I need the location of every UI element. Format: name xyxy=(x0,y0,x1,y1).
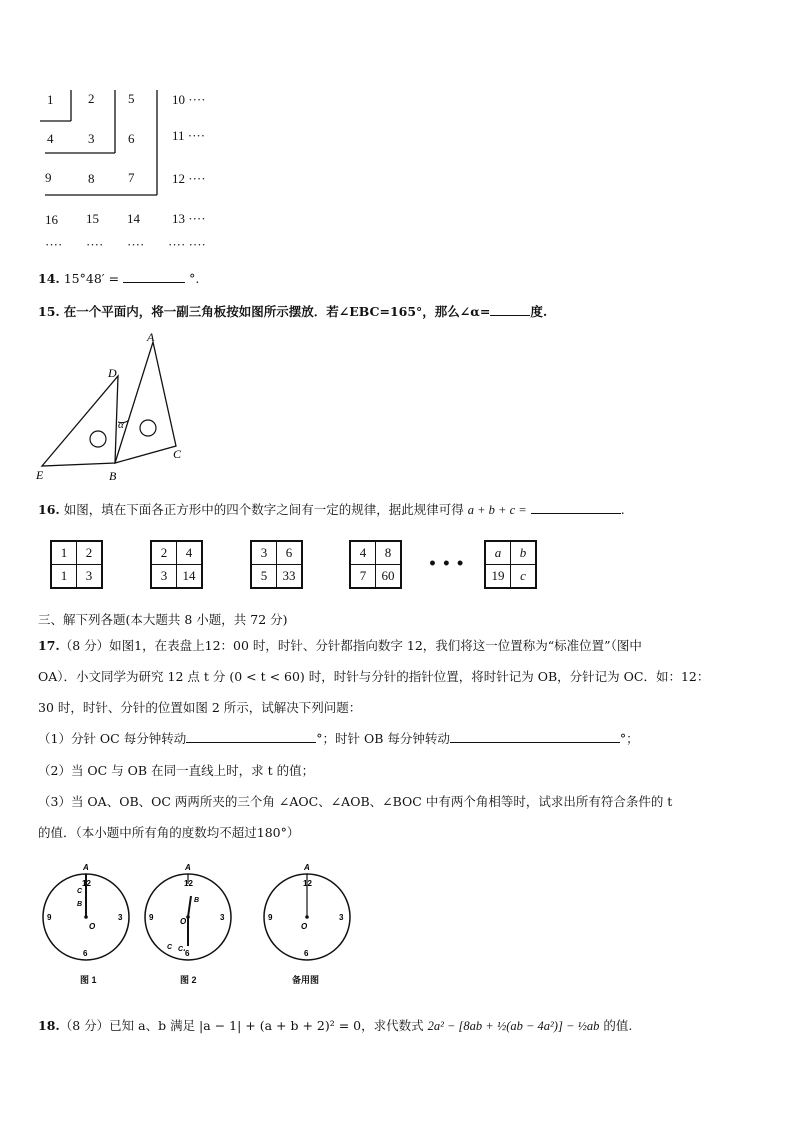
label-C: C xyxy=(167,944,173,951)
number-square xyxy=(349,540,402,589)
dial-12: 12 xyxy=(82,879,91,888)
label-O: O xyxy=(89,922,96,931)
spiral-cell: 9 xyxy=(45,170,52,185)
spiral-dots: ···· xyxy=(86,237,104,252)
number-square xyxy=(250,540,303,589)
spiral-cell: 11 ···· xyxy=(172,128,206,143)
square-cell: 2 xyxy=(151,541,177,565)
q18-end: 的值. xyxy=(603,1018,633,1033)
clock-caption: 图 1 xyxy=(80,975,97,985)
label-O: O xyxy=(180,917,187,926)
square-cell: 1 xyxy=(51,565,77,589)
label-A: A xyxy=(147,330,155,344)
question-14 xyxy=(38,270,199,286)
square-cell: 7 xyxy=(350,565,376,589)
square-cell: 33 xyxy=(277,565,303,589)
q17-line1: （8 分）如图1，在表盘上12：00 时，时针、分针都指向数字 12，我们将这一位置称为“标准位置”（图中 xyxy=(59,638,642,653)
spiral-dots: ···· ···· xyxy=(168,237,206,252)
question-number: 14. xyxy=(38,271,60,286)
label-B: B xyxy=(109,469,117,483)
clock-figure-2 xyxy=(140,862,236,974)
square-cell: c xyxy=(511,565,537,589)
q17-part2: （2）当 OC 与 OB 在同一直线上时，求 t 的值； xyxy=(38,763,315,778)
question-17 xyxy=(38,636,642,654)
triangle-figure xyxy=(30,328,200,488)
square-cell: 1 xyxy=(51,541,77,565)
answer-blank[interactable] xyxy=(490,303,530,316)
dial-12: 12 xyxy=(184,879,193,888)
q18-text: （8 分）已知 a、b 满足 |a − 1| + (a + b + 2)² = 0，求代数式 xyxy=(59,1018,424,1033)
square-cell: 2 xyxy=(77,541,103,565)
clock-figure-1 xyxy=(38,862,134,974)
spiral-cell: 8 xyxy=(88,171,95,186)
square-cell: 3 xyxy=(77,565,103,589)
spiral-cell: 6 xyxy=(128,131,135,146)
square-cell: 4 xyxy=(350,541,376,565)
spiral-cell: 5 xyxy=(128,91,135,106)
question-16 xyxy=(38,500,625,518)
dial-3: 3 xyxy=(220,913,225,922)
number-square xyxy=(50,540,103,589)
answer-blank[interactable] xyxy=(186,730,316,743)
spiral-cell: 1 xyxy=(47,92,54,107)
ellipsis: • • • xyxy=(428,556,465,572)
dial-3: 3 xyxy=(118,913,123,922)
spiral-cell: 12 ···· xyxy=(172,171,206,186)
answer-blank[interactable] xyxy=(450,730,620,743)
label-C: C xyxy=(77,888,83,895)
q18-expression: 2a² − [8ab + ½(ab − 4a²)] − ½ab xyxy=(427,1019,600,1033)
answer-blank[interactable] xyxy=(123,270,185,283)
dial-9: 9 xyxy=(268,913,273,922)
label-A: A xyxy=(83,863,89,872)
label-A: A xyxy=(304,863,310,872)
dial-9: 9 xyxy=(149,913,154,922)
q14-expression: 15°48′ = xyxy=(63,271,120,286)
number-square xyxy=(150,540,203,589)
q17-part3-b: 的值．（本小题中所有角的度数均不超过180°） xyxy=(38,825,300,840)
section-heading: 三、解下列各题(本大题共 8 小题，共 72 分) xyxy=(38,612,288,627)
label-alpha: α xyxy=(118,419,124,431)
square-cell: 3 xyxy=(251,541,277,565)
spiral-cell: 4 xyxy=(47,131,54,146)
clock-caption: 备用图 xyxy=(292,975,320,985)
label-B: B xyxy=(77,901,83,908)
q14-suffix: °. xyxy=(189,271,200,286)
spiral-cell: 13 ···· xyxy=(172,211,206,226)
question-number: 17. xyxy=(38,638,60,653)
square-cell: 6 xyxy=(277,541,303,565)
answer-blank[interactable] xyxy=(531,501,621,514)
dial-6: 6 xyxy=(304,949,309,958)
label-C: C xyxy=(173,447,182,461)
square-cell: 14 xyxy=(177,565,203,589)
q15-text: 在一个平面内，将一副三角板按如图所示摆放．若∠EBC=165°，那么∠α= xyxy=(63,304,491,319)
number-square xyxy=(484,540,537,589)
q16-end: . xyxy=(620,502,625,517)
spiral-cell: 14 xyxy=(127,211,140,226)
spiral-dots: ···· xyxy=(45,237,63,252)
square-cell: 60 xyxy=(376,565,402,589)
label-A: A xyxy=(185,863,191,872)
spiral-cell: 3 xyxy=(88,131,95,146)
dial-12: 12 xyxy=(303,879,312,888)
square-cell: 5 xyxy=(251,565,277,589)
clock-caption: 图 2 xyxy=(180,975,197,985)
clock-figure-3 xyxy=(259,862,355,974)
label-B: B xyxy=(194,897,200,904)
q17-part1-c: °； xyxy=(619,731,639,746)
q16-text: 如图，填在下面各正方形中的四个数字之间有一定的规律，据此规律可得 xyxy=(63,502,464,517)
q17-part1-b: °；时针 OB 每分钟转动 xyxy=(316,731,450,746)
q16-formula: a + b + c = xyxy=(467,503,527,517)
question-number: 15. xyxy=(38,304,60,319)
square-cell: 3 xyxy=(151,565,177,589)
dial-3: 3 xyxy=(339,913,344,922)
spiral-dots: ···· xyxy=(127,237,145,252)
label-D: D xyxy=(108,366,117,380)
label-E: E xyxy=(36,468,44,482)
q17-part3-a: （3）当 OA、OB、OC 两两所夹的三个角 ∠AOC、∠AOB、∠BOC 中有两个角相等时，试求出所有符合条件的 t xyxy=(38,794,673,809)
q17-part1 xyxy=(38,729,639,747)
square-cell: 4 xyxy=(177,541,203,565)
dial-9: 9 xyxy=(47,913,52,922)
q17-line2: OA）．小文同学为研究 12 点 t 分 (0 < t < 60) 时，时针与分针的指针位置，将时针记为 OB，分针记为 OC．如：12： xyxy=(38,669,710,684)
label-C1: C₁ xyxy=(178,946,186,953)
spiral-cell: 16 xyxy=(45,212,58,227)
question-number: 18. xyxy=(38,1018,60,1033)
spiral-cell: 10 ···· xyxy=(172,92,206,107)
square-cell: b xyxy=(511,541,537,565)
square-cell: 8 xyxy=(376,541,402,565)
question-15 xyxy=(38,302,547,320)
spiral-cell: 2 xyxy=(88,91,95,106)
q15-text-after: 度. xyxy=(530,304,548,319)
dial-6: 6 xyxy=(185,949,190,958)
square-cell: a xyxy=(485,541,511,565)
square-cell: 19 xyxy=(485,565,511,589)
spiral-cell: 7 xyxy=(128,170,135,185)
question-number: 16. xyxy=(38,502,60,517)
spiral-cell: 15 xyxy=(86,211,99,226)
q17-line3: 30 时，时针、分针的位置如图 2 所示，试解决下列问题： xyxy=(38,700,362,715)
label-O: O xyxy=(301,922,308,931)
dial-6: 6 xyxy=(83,949,88,958)
q17-part1-a: （1）分针 OC 每分钟转动 xyxy=(38,731,187,746)
question-18 xyxy=(38,1016,632,1034)
